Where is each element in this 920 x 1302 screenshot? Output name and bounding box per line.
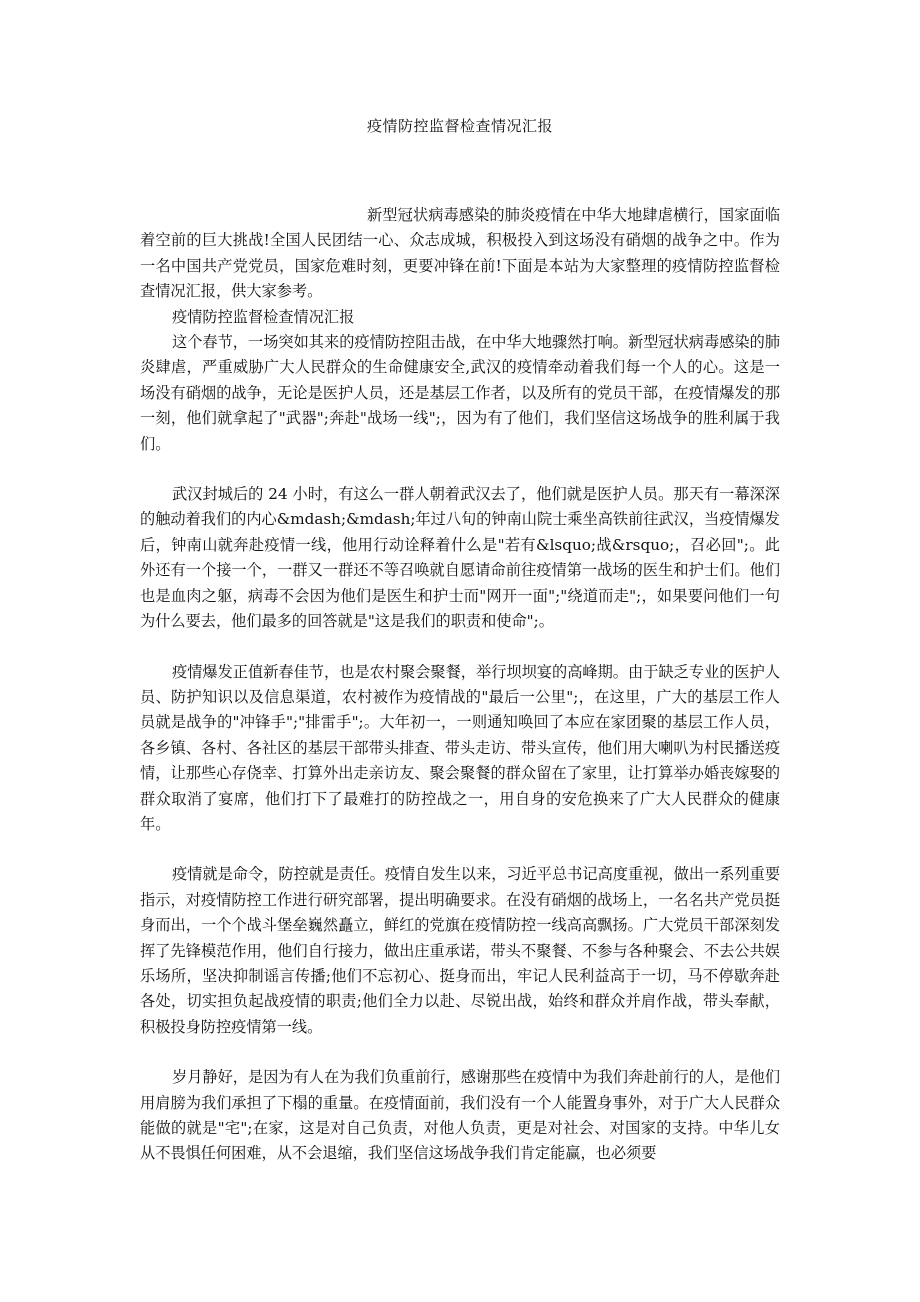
- body-paragraph: 疫情爆发正值新春佳节，也是农村聚会聚餐，举行坝坝宴的高峰期。由于缺乏专业的医护人员、防护知识以及信息渠道，农村被作为疫情战的"最后一公里";，在这里，广大的基层工作人员就是战争的"冲锋手";"排雷手";。大年初一，一则通知唤回了本应在家团聚的基层工作人员，各乡镇、各村、各社区的基层干部带头排查、带头走访、带头宣传，他们用大喇叭为村民播送疫情，让那些心存侥幸、打算外出走亲访友、聚会聚餐的群众留在了家里，让打算举办婚丧嫁娶的群众取消了宴席，他们打下了最难打的防控战之一，用自身的安危换来了广大人民群众的健康年。: [140, 662, 780, 833]
- document-title: 疫情防控监督检查情况汇报: [366, 117, 553, 135]
- body-paragraph: 武汉封城后的 24 小时，有这么一群人朝着武汉去了，他们就是医护人员。那天有一幕深深的触动着我们的内心&mdash;&mdash;年过八旬的钟南山院士乘坐高铁前往武汉，当疫情爆发后，钟南山就奔赴疫情一线，他用行动诠释着什么是"若有&lsquo;战&rsquo;，召必回";。此外还有一个接一个，一群又一群还不等召唤就自愿请命前往疫情第一战场的医生和护士们。他们也是血肉之躯，病毒不会因为他们是医生和护士而"网开一面";"绕道而走";，如果要问他们一句为什么要去，他们最多的回答就是"这是我们的职责和使命";。: [140, 485, 780, 631]
- body-paragraph: 这个春节，一场突如其来的疫情防控阻击战，在中华大地骤然打响。新型冠状病毒感染的肺炎肆虐，严重威胁广大人民群众的生命健康安全,武汉的疫情牵动着我们每一个人的心。这是一场没有硝烟的战争，无论是医护人员，还是基层工作者，以及所有的党员干部，在疫情爆发的那一刻，他们就拿起了"武器";奔赴"战场一线";，因为有了他们，我们坚信这场战争的胜利属于我们。: [140, 333, 780, 453]
- body-paragraph: 岁月静好，是因为有人在为我们负重前行，感谢那些在疫情中为我们奔赴前行的人，是他们用肩膀为我们承担了下榻的重量。在疫情面前，我们没有一个人能置身事外，对于广大人民群众能做的就是"宅";在家，这是对自己负责，对他人负责，更是对社会、对国家的支持。中华儿女从不畏惧任何困难，从不会退缩，我们坚信这场战争我们肯定能赢，也必须要: [140, 1068, 780, 1163]
- intro-paragraph: 新型冠状病毒感染的肺炎疫情在中华大地肆虐横行，国家面临着空前的巨大挑战!全国人民团结一心、众志成城，积极投入到这场没有硝烟的战争之中。作为一名中国共产党党员，国家危难时刻，更要冲锋在前!下面是本站为大家整理的疫情防控监督检查情况汇报，供大家参考。: [140, 206, 780, 301]
- section-heading: 疫情防控监督检查情况汇报: [172, 307, 355, 326]
- document-body: [140, 203, 780, 1167]
- body-paragraph: 疫情就是命令，防控就是责任。疫情自发生以来，习近平总书记高度重视，做出一系列重要指示，对疫情防控工作进行研究部署，提出明确要求。在没有硝烟的战场上，一名名共产党员挺身而出，一个个战斗堡垒巍然矗立，鲜红的党旗在疫情防控一线高高飘扬。广大党员干部深刻发挥了先锋模范作用，他们自行接力，做出庄重承诺，带头不聚餐、不参与各种聚会、不去公共娱乐场所，坚决抑制谣言传播;他们不忘初心、挺身而出，牢记人民利益高于一切，马不停歇奔赴各处，切实担负起战疫情的职责;他们全力以赴、尽锐出战，始终和群众并肩作战，带头奉献，积极投身防控疫情第一线。: [140, 865, 780, 1036]
